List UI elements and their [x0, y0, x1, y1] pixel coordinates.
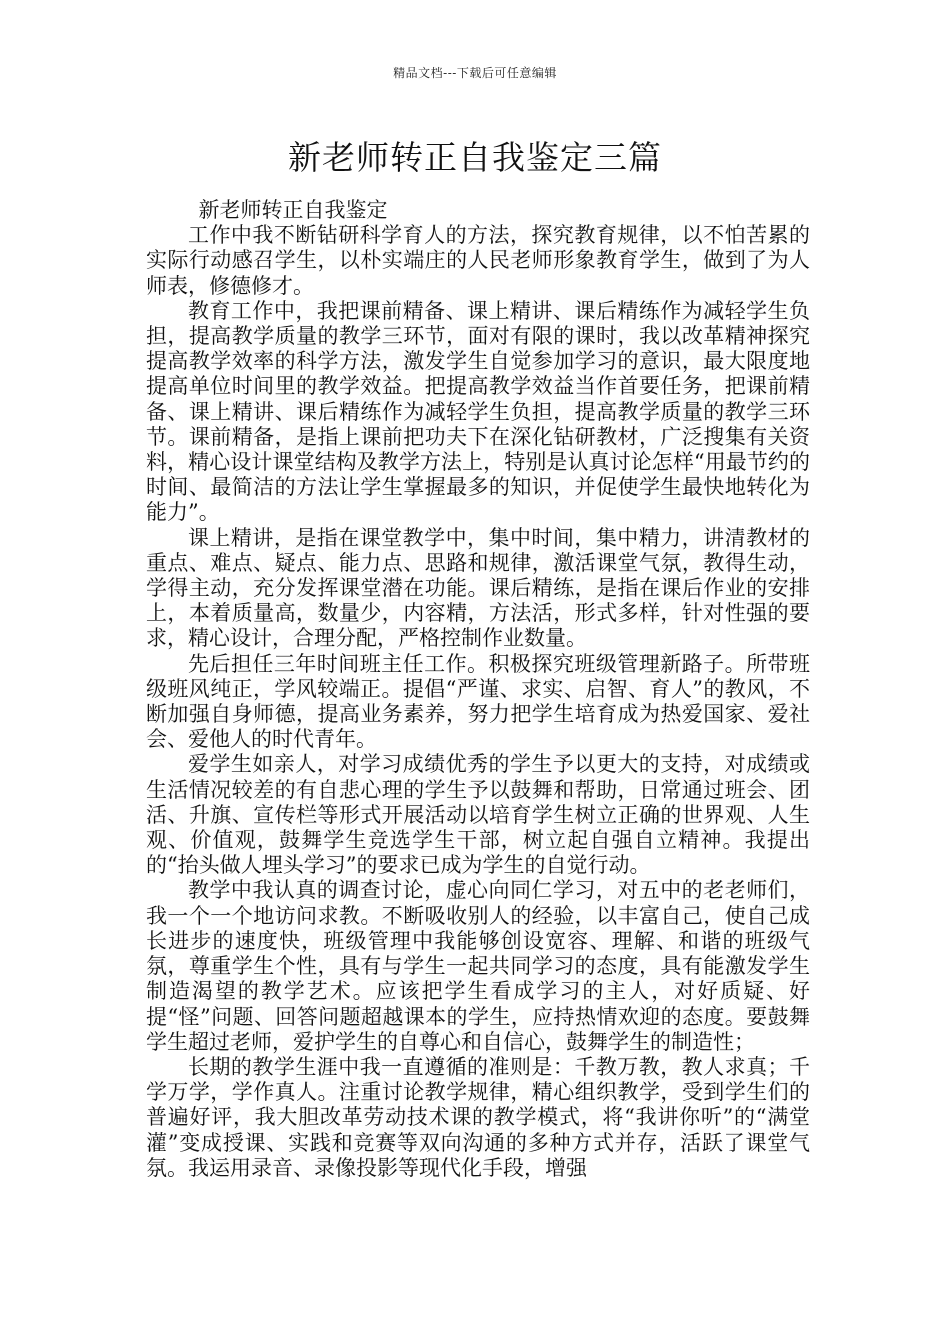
page-header-note: 精品文档---下载后可任意编辑 [393, 66, 557, 80]
document-body [146, 198, 810, 1181]
body-paragraph: 工作中我不断钻研科学育人的方法，探究教育规律，以不怕苦累的实际行动感召学生，以朴实端庄的人民老师形象教育学生，做到了为人师表，修德修才。 [146, 223, 810, 298]
body-paragraph: 教学中我认真的调查讨论，虚心向同仁学习，对五中的老老师们，我一个一个地访问求教。不断吸收别人的经验，以丰富自己，使自己成长进步的速度快，班级管理中我能够创设宽容、理解、和谐的班级气氛，尊重学生个性，具有与学生一起共同学习的态度，具有能激发学生制造渴望的教学艺术。应该把学生看成学习的主人，对好质疑、好提“怪”问题、回答问题超越课本的学生，应持热情欢迎的态度。要鼓舞学生超过老师，爱护学生的自尊心和自信心，鼓舞学生的制造性； [146, 878, 810, 1054]
body-paragraph: 先后担任三年时间班主任工作。积极探究班级管理新路子。所带班级班风纯正，学风较端正。提倡“严谨、求实、启智、育人”的教风，不断加强自身师德，提高业务素养，努力把学生培育成为热爱国家、爱社会、爱他人的时代青年。 [146, 651, 810, 752]
body-paragraph: 长期的教学生涯中我一直遵循的准则是：千教万教，教人求真；千学万学，学作真人。注重讨论教学规律，精心组织教学，受到学生们的普遍好评，我大胆改革劳动技术课的教学模式，将“我讲你听”的“满堂灌”变成授课、实践和竞赛等双向沟通的多种方式并存，活跃了课堂气氛。我运用录音、录像投影等现代化手段，增强 [146, 1054, 810, 1180]
body-paragraph: 课上精讲，是指在课堂教学中，集中时间，集中精力，讲清教材的重点、难点、疑点、能力点、思路和规律，激活课堂气氛，教得生动，学得主动，充分发挥课堂潜在功能。课后精练，是指在课后作业的安排上，本着质量高，数量少，内容精，方法活，形式多样，针对性强的要求，精心设计，合理分配，严格控制作业数量。 [146, 525, 810, 651]
body-paragraph: 教育工作中，我把课前精备、课上精讲、课后精练作为减轻学生负担，提高教学质量的教学三环节，面对有限的课时，我以改革精神探究提高教学效率的科学方法，激发学生自觉参加学习的意识，最大限度地提高单位时间里的教学效益。把提高教学效益当作首要任务，把课前精备、课上精讲、课后精练作为减轻学生负担，提高教学质量的教学三环节。课前精备，是指上课前把功夫下在深化钻研教材，广泛搜集有关资料，精心设计课堂结构及教学方法上，特别是认真讨论怎样“用最节约的时间、最简洁的方法让学生掌握最多的知识，并促使学生最快地转化为能力”。 [146, 298, 810, 525]
document-title: 新老师转正自我鉴定三篇 [288, 138, 662, 177]
document-subtitle: 新老师转正自我鉴定 [198, 198, 388, 222]
body-paragraph: 爱学生如亲人，对学习成绩优秀的学生予以更大的支持，对成绩或生活情况较差的有自悲心理的学生予以鼓舞和帮助，日常通过班会、团活、升旗、宣传栏等形式开展活动以培育学生树立正确的世界观、人生观、价值观，鼓舞学生竞选学生干部，树立起自强自立精神。我提出的“抬头做人埋头学习”的要求已成为学生的自觉行动。 [146, 752, 810, 878]
